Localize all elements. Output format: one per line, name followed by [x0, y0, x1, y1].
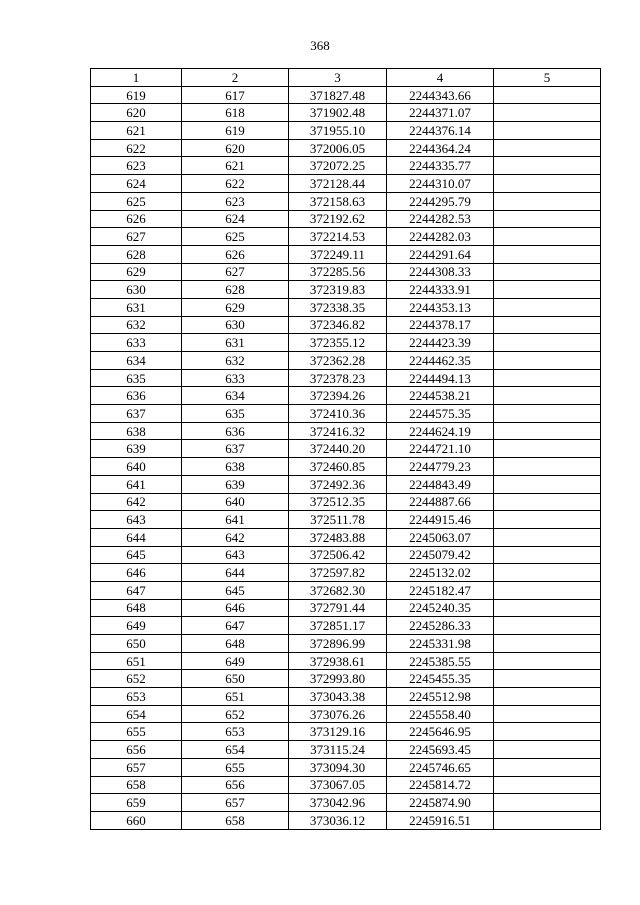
- table-row: [91, 794, 601, 812]
- table-cell: 620: [91, 104, 182, 122]
- table-cell: 651: [182, 688, 289, 706]
- table-cell: 373067.05: [289, 776, 387, 794]
- table-cell: 655: [182, 758, 289, 776]
- table-cell: 626: [182, 245, 289, 263]
- table-cell: 630: [91, 281, 182, 299]
- table-cell: 2245512.98: [387, 688, 494, 706]
- table-cell: 2245132.02: [387, 564, 494, 582]
- table-cell: 627: [91, 228, 182, 246]
- table-cell: 372597.82: [289, 564, 387, 582]
- table-cell: 649: [182, 652, 289, 670]
- table-cell: 372938.61: [289, 652, 387, 670]
- table-cell: 2245558.40: [387, 705, 494, 723]
- table-cell: [494, 139, 601, 157]
- table-cell: [494, 794, 601, 812]
- table-cell: 372506.42: [289, 546, 387, 564]
- table-cell: 650: [182, 670, 289, 688]
- table-row: [91, 334, 601, 352]
- table-cell: 372492.36: [289, 475, 387, 493]
- table-cell: 625: [91, 192, 182, 210]
- table-cell: 373115.24: [289, 741, 387, 759]
- table-row: [91, 281, 601, 299]
- table-cell: [494, 758, 601, 776]
- table-row: [91, 741, 601, 759]
- table-cell: 372362.28: [289, 352, 387, 370]
- coordinates-table: [90, 68, 601, 830]
- table-cell: 372319.83: [289, 281, 387, 299]
- table-cell: 633: [91, 334, 182, 352]
- column-header: 3: [289, 69, 387, 87]
- table-cell: 373094.30: [289, 758, 387, 776]
- table-cell: 637: [91, 405, 182, 423]
- table-cell: 643: [91, 511, 182, 529]
- table-cell: 622: [182, 175, 289, 193]
- table-cell: 2244378.17: [387, 316, 494, 334]
- table-cell: 641: [182, 511, 289, 529]
- table-row: [91, 139, 601, 157]
- table-cell: 372394.26: [289, 387, 387, 405]
- table-cell: 2244376.14: [387, 122, 494, 140]
- table-cell: [494, 599, 601, 617]
- table-cell: [494, 405, 601, 423]
- table-row: [91, 316, 601, 334]
- table-cell: [494, 776, 601, 794]
- table-cell: 2244364.24: [387, 139, 494, 157]
- table-cell: 2244295.79: [387, 192, 494, 210]
- table-cell: [494, 652, 601, 670]
- table-cell: 2244843.49: [387, 475, 494, 493]
- table-cell: [494, 86, 601, 104]
- column-header: 4: [387, 69, 494, 87]
- table-cell: 2245746.65: [387, 758, 494, 776]
- table-cell: 372993.80: [289, 670, 387, 688]
- table-cell: 2245646.95: [387, 723, 494, 741]
- table-cell: 2245385.55: [387, 652, 494, 670]
- table-cell: [494, 228, 601, 246]
- table-cell: 658: [182, 811, 289, 829]
- table-cell: 623: [182, 192, 289, 210]
- table-cell: 620: [182, 139, 289, 157]
- table-cell: 625: [182, 228, 289, 246]
- table-row: [91, 352, 601, 370]
- table-cell: 2244343.66: [387, 86, 494, 104]
- table-cell: 2245286.33: [387, 617, 494, 635]
- table-cell: 372682.30: [289, 581, 387, 599]
- table-cell: 2244423.39: [387, 334, 494, 352]
- table-cell: 619: [182, 122, 289, 140]
- table-row: [91, 192, 601, 210]
- table-cell: 2244538.21: [387, 387, 494, 405]
- table-cell: 2245874.90: [387, 794, 494, 812]
- table-cell: [494, 705, 601, 723]
- table-cell: 628: [91, 245, 182, 263]
- table-cell: 373036.12: [289, 811, 387, 829]
- table-cell: 627: [182, 263, 289, 281]
- table-cell: [494, 352, 601, 370]
- table-cell: [494, 263, 601, 281]
- table-cell: [494, 581, 601, 599]
- table-cell: [494, 811, 601, 829]
- table-cell: 640: [91, 458, 182, 476]
- table-row: [91, 369, 601, 387]
- table-cell: [494, 281, 601, 299]
- table-cell: 653: [91, 688, 182, 706]
- table-cell: 624: [182, 210, 289, 228]
- column-header: 2: [182, 69, 289, 87]
- table-cell: 631: [182, 334, 289, 352]
- table-cell: 372410.36: [289, 405, 387, 423]
- table-cell: 647: [182, 617, 289, 635]
- table-row: [91, 564, 601, 582]
- table-cell: 371827.48: [289, 86, 387, 104]
- table-row: [91, 635, 601, 653]
- table-row: [91, 528, 601, 546]
- table-cell: 641: [91, 475, 182, 493]
- table-cell: [494, 546, 601, 564]
- table-cell: [494, 387, 601, 405]
- page-number: 368: [310, 38, 330, 53]
- table-cell: [494, 723, 601, 741]
- table-cell: 630: [182, 316, 289, 334]
- table-cell: [494, 175, 601, 193]
- table-cell: 372355.12: [289, 334, 387, 352]
- table-cell: 2244887.66: [387, 493, 494, 511]
- table-cell: 642: [91, 493, 182, 511]
- table-row: [91, 670, 601, 688]
- table-cell: 645: [91, 546, 182, 564]
- table-cell: [494, 440, 601, 458]
- table-cell: 2245693.45: [387, 741, 494, 759]
- table-cell: 623: [91, 157, 182, 175]
- table-cell: 632: [91, 316, 182, 334]
- table-cell: [494, 475, 601, 493]
- table-row: [91, 86, 601, 104]
- table-cell: 660: [91, 811, 182, 829]
- table-row: [91, 298, 601, 316]
- table-cell: 2245182.47: [387, 581, 494, 599]
- table-cell: 624: [91, 175, 182, 193]
- table-cell: 634: [91, 352, 182, 370]
- table-row: [91, 705, 601, 723]
- table-row: [91, 175, 601, 193]
- table-cell: 372128.44: [289, 175, 387, 193]
- table-cell: 617: [182, 86, 289, 104]
- table-cell: 634: [182, 387, 289, 405]
- table-row: [91, 811, 601, 829]
- table-cell: [494, 493, 601, 511]
- table-cell: 372512.35: [289, 493, 387, 511]
- table-cell: 629: [182, 298, 289, 316]
- table-cell: 372460.85: [289, 458, 387, 476]
- table-cell: 2244308.33: [387, 263, 494, 281]
- table-cell: [494, 316, 601, 334]
- table-cell: 2244282.53: [387, 210, 494, 228]
- table-cell: 636: [182, 422, 289, 440]
- table-body: [91, 86, 601, 829]
- table-cell: 2244494.13: [387, 369, 494, 387]
- table-cell: [494, 245, 601, 263]
- table-cell: 652: [91, 670, 182, 688]
- table-cell: 2244333.91: [387, 281, 494, 299]
- table-row: [91, 723, 601, 741]
- table-row: [91, 210, 601, 228]
- table-cell: 372214.53: [289, 228, 387, 246]
- table-row: [91, 511, 601, 529]
- table-cell: 2244462.35: [387, 352, 494, 370]
- table-cell: 644: [182, 564, 289, 582]
- table-cell: [494, 369, 601, 387]
- table-cell: 372072.25: [289, 157, 387, 175]
- table-cell: 2244335.77: [387, 157, 494, 175]
- table-cell: 659: [91, 794, 182, 812]
- table-row: [91, 758, 601, 776]
- table-cell: 648: [182, 635, 289, 653]
- table-cell: 658: [91, 776, 182, 794]
- table-cell: 372416.32: [289, 422, 387, 440]
- table-cell: 621: [91, 122, 182, 140]
- column-header: 5: [494, 69, 601, 87]
- table-row: [91, 104, 601, 122]
- table-cell: 644: [91, 528, 182, 546]
- table-cell: [494, 511, 601, 529]
- table-cell: 640: [182, 493, 289, 511]
- table-cell: 2244371.07: [387, 104, 494, 122]
- table-cell: [494, 210, 601, 228]
- table-row: [91, 688, 601, 706]
- table-cell: 618: [182, 104, 289, 122]
- table-cell: 633: [182, 369, 289, 387]
- table-cell: [494, 635, 601, 653]
- table-cell: 635: [91, 369, 182, 387]
- table-cell: 2244721.10: [387, 440, 494, 458]
- table-cell: 656: [182, 776, 289, 794]
- table-cell: 372006.05: [289, 139, 387, 157]
- table-cell: 622: [91, 139, 182, 157]
- table-cell: 626: [91, 210, 182, 228]
- table-cell: [494, 334, 601, 352]
- table-cell: 637: [182, 440, 289, 458]
- table-cell: 2245331.98: [387, 635, 494, 653]
- table-cell: 373042.96: [289, 794, 387, 812]
- table-row: [91, 228, 601, 246]
- table-cell: 629: [91, 263, 182, 281]
- table-cell: 372346.82: [289, 316, 387, 334]
- table-cell: 642: [182, 528, 289, 546]
- table-cell: 650: [91, 635, 182, 653]
- table-row: [91, 263, 601, 281]
- table-cell: 371902.48: [289, 104, 387, 122]
- table-cell: 654: [182, 741, 289, 759]
- table-cell: 636: [91, 387, 182, 405]
- table-cell: 635: [182, 405, 289, 423]
- table-cell: 648: [91, 599, 182, 617]
- table-row: [91, 652, 601, 670]
- table-row: [91, 422, 601, 440]
- table-cell: 2245455.35: [387, 670, 494, 688]
- table-cell: 643: [182, 546, 289, 564]
- column-header: 1: [91, 69, 182, 87]
- table-cell: [494, 157, 601, 175]
- table-row: [91, 475, 601, 493]
- table-cell: [494, 298, 601, 316]
- table-cell: 639: [182, 475, 289, 493]
- table-cell: 638: [182, 458, 289, 476]
- table-row: [91, 581, 601, 599]
- table-cell: 372285.56: [289, 263, 387, 281]
- table-cell: 372511.78: [289, 511, 387, 529]
- table-cell: 647: [91, 581, 182, 599]
- table-cell: 2244310.07: [387, 175, 494, 193]
- table-cell: 653: [182, 723, 289, 741]
- table-cell: 631: [91, 298, 182, 316]
- table-cell: 2245916.51: [387, 811, 494, 829]
- table-cell: 372378.23: [289, 369, 387, 387]
- table-cell: [494, 564, 601, 582]
- table-cell: [494, 122, 601, 140]
- table-cell: 646: [91, 564, 182, 582]
- table-cell: [494, 741, 601, 759]
- table-cell: 372192.62: [289, 210, 387, 228]
- table-row: [91, 776, 601, 794]
- table-cell: 2245814.72: [387, 776, 494, 794]
- table-cell: 372249.11: [289, 245, 387, 263]
- table-cell: 2244779.23: [387, 458, 494, 476]
- table-cell: 372440.20: [289, 440, 387, 458]
- table-cell: 373129.16: [289, 723, 387, 741]
- table-row: [91, 493, 601, 511]
- table-cell: 638: [91, 422, 182, 440]
- table-row: [91, 599, 601, 617]
- table-cell: 621: [182, 157, 289, 175]
- table-cell: [494, 670, 601, 688]
- table-row: [91, 440, 601, 458]
- table-cell: 639: [91, 440, 182, 458]
- table-cell: 657: [182, 794, 289, 812]
- table-cell: [494, 192, 601, 210]
- table-cell: 619: [91, 86, 182, 104]
- table-cell: 2244915.46: [387, 511, 494, 529]
- table-cell: 2245063.07: [387, 528, 494, 546]
- table-row: [91, 617, 601, 635]
- table-cell: 646: [182, 599, 289, 617]
- table-cell: 2245079.42: [387, 546, 494, 564]
- table-cell: 654: [91, 705, 182, 723]
- table-cell: [494, 528, 601, 546]
- table-cell: 655: [91, 723, 182, 741]
- table-cell: [494, 617, 601, 635]
- table-cell: 652: [182, 705, 289, 723]
- table-cell: 649: [91, 617, 182, 635]
- table-cell: 2244353.13: [387, 298, 494, 316]
- table-cell: 372483.88: [289, 528, 387, 546]
- table-row: [91, 122, 601, 140]
- table-cell: 372338.35: [289, 298, 387, 316]
- table-cell: 372791.44: [289, 599, 387, 617]
- table-cell: 372851.17: [289, 617, 387, 635]
- table-cell: 651: [91, 652, 182, 670]
- table-cell: 372896.99: [289, 635, 387, 653]
- table-cell: [494, 422, 601, 440]
- table-cell: 372158.63: [289, 192, 387, 210]
- table-cell: 371955.10: [289, 122, 387, 140]
- table-cell: [494, 688, 601, 706]
- table-cell: 2244575.35: [387, 405, 494, 423]
- table-row: [91, 245, 601, 263]
- table-cell: [494, 458, 601, 476]
- table-row: [91, 458, 601, 476]
- table-row: [91, 157, 601, 175]
- table-row: [91, 387, 601, 405]
- table-cell: 645: [182, 581, 289, 599]
- table-cell: 373076.26: [289, 705, 387, 723]
- table-cell: 2245240.35: [387, 599, 494, 617]
- table-cell: 2244282.03: [387, 228, 494, 246]
- table-cell: [494, 104, 601, 122]
- table-cell: 2244624.19: [387, 422, 494, 440]
- table-cell: 628: [182, 281, 289, 299]
- table-cell: 2244291.64: [387, 245, 494, 263]
- table-row: [91, 405, 601, 423]
- table-header-row: [91, 69, 601, 87]
- table-cell: 656: [91, 741, 182, 759]
- table-row: [91, 546, 601, 564]
- table-cell: 657: [91, 758, 182, 776]
- table-cell: 632: [182, 352, 289, 370]
- table-cell: 373043.38: [289, 688, 387, 706]
